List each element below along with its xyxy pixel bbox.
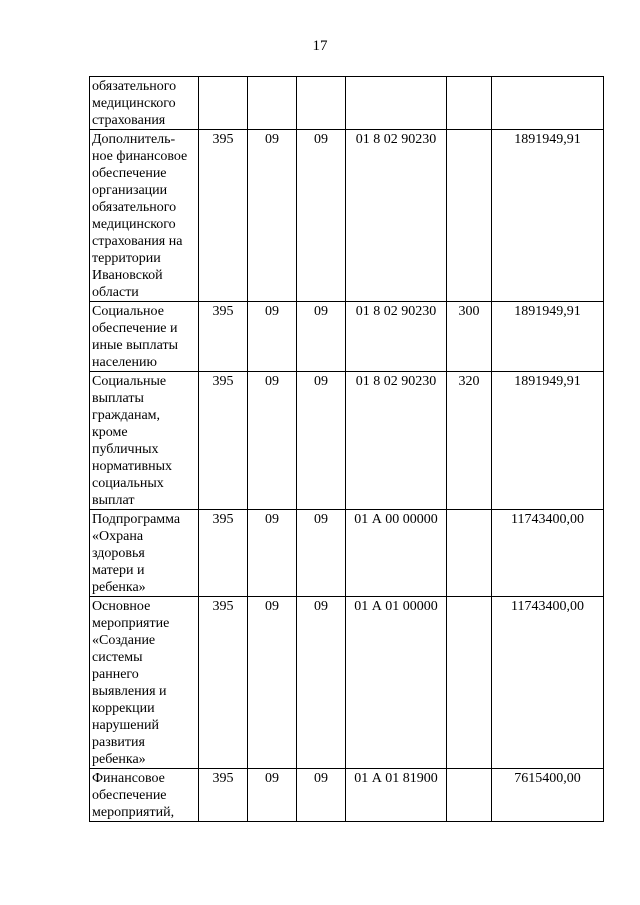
- row-name-line: Ивановской: [92, 268, 163, 283]
- section-code-cell: 09: [248, 510, 297, 597]
- row-name-line: Основное: [92, 599, 151, 614]
- subsection-code-cell: 09: [297, 510, 346, 597]
- row-name-cell: [90, 597, 199, 769]
- row-name-line: кроме: [92, 425, 128, 440]
- row-name-line: ное финансовое: [92, 149, 188, 164]
- amount-cell: [492, 77, 604, 130]
- row-name-line: обеспечение: [92, 788, 167, 803]
- target-article-cell: 01 А 00 00000: [346, 510, 447, 597]
- row-name-cell: [90, 77, 199, 130]
- row-name-line: нарушений: [92, 718, 159, 733]
- admin-code-cell: 395: [199, 597, 248, 769]
- section-code-cell: 09: [248, 302, 297, 372]
- expense-type-cell: [447, 77, 492, 130]
- admin-code-cell: 395: [199, 510, 248, 597]
- row-name-line: гражданам,: [92, 408, 161, 423]
- target-article-cell: 01 8 02 90230: [346, 372, 447, 510]
- row-name-line: мероприятий,: [92, 805, 175, 820]
- row-name-line: выявления и: [92, 684, 167, 699]
- row-name-line: здоровья: [92, 546, 145, 561]
- expense-type-cell: 300: [447, 302, 492, 372]
- amount-cell: 7615400,00: [492, 769, 604, 822]
- row-name-line: территории: [92, 251, 161, 266]
- table-body: [90, 77, 604, 822]
- amount-cell: 11743400,00: [492, 510, 604, 597]
- row-name-line: коррекции: [92, 701, 155, 716]
- row-name-line: медицинского: [92, 217, 176, 232]
- target-article-cell: 01 А 01 00000: [346, 597, 447, 769]
- row-name-cell: [90, 510, 199, 597]
- row-name-line: организации: [92, 183, 168, 198]
- admin-code-cell: 395: [199, 130, 248, 302]
- subsection-code-cell: 09: [297, 769, 346, 822]
- row-name-cell: [90, 130, 199, 302]
- row-name-line: Финансовое: [92, 771, 165, 786]
- subsection-code-cell: 09: [297, 597, 346, 769]
- amount-cell: 1891949,91: [492, 302, 604, 372]
- page-number: 17: [312, 38, 328, 54]
- row-name-line: нормативных: [92, 459, 173, 474]
- target-article-cell: 01 А 01 81900: [346, 769, 447, 822]
- amount-cell: 1891949,91: [492, 372, 604, 510]
- row-name-line: обязательного: [92, 200, 177, 215]
- row-name-line: матери и: [92, 563, 145, 578]
- target-article-cell: 01 8 02 90230: [346, 302, 447, 372]
- row-name-line: мероприятие: [92, 616, 170, 631]
- row-name-line: публичных: [92, 442, 159, 457]
- row-name-line: области: [92, 285, 139, 300]
- table-row: [90, 302, 604, 372]
- row-name-line: Подпрограмма: [92, 512, 181, 527]
- row-name-line: населению: [92, 355, 157, 370]
- row-name-cell: [90, 302, 199, 372]
- section-code-cell: 09: [248, 372, 297, 510]
- row-name-line: развития: [92, 735, 145, 750]
- row-name-line: обеспечение: [92, 166, 167, 181]
- row-name-line: системы: [92, 650, 143, 665]
- subsection-code-cell: 09: [297, 130, 346, 302]
- admin-code-cell: [199, 77, 248, 130]
- subsection-code-cell: 09: [297, 372, 346, 510]
- admin-code-cell: 395: [199, 302, 248, 372]
- row-name-line: Социальные: [92, 374, 167, 389]
- table-row: [90, 597, 604, 769]
- expense-type-cell: [447, 130, 492, 302]
- expense-type-cell: [447, 769, 492, 822]
- row-name-line: «Охрана: [92, 529, 144, 544]
- expense-type-cell: 320: [447, 372, 492, 510]
- table-row: [90, 510, 604, 597]
- admin-code-cell: 395: [199, 769, 248, 822]
- expense-type-cell: [447, 597, 492, 769]
- row-name-line: социальных: [92, 476, 164, 491]
- section-code-cell: 09: [248, 130, 297, 302]
- row-name-line: иные выплаты: [92, 338, 178, 353]
- amount-cell: 11743400,00: [492, 597, 604, 769]
- row-name-line: обеспечение и: [92, 321, 178, 336]
- row-name-line: выплаты: [92, 391, 144, 406]
- row-name-line: ребенка»: [92, 580, 146, 595]
- budget-table: [89, 76, 604, 822]
- row-name-line: раннего: [92, 667, 139, 682]
- row-name-line: медицинского: [92, 96, 176, 111]
- target-article-cell: 01 8 02 90230: [346, 130, 447, 302]
- section-code-cell: [248, 77, 297, 130]
- row-name-line: Социальное: [92, 304, 164, 319]
- expense-type-cell: [447, 510, 492, 597]
- section-code-cell: 09: [248, 769, 297, 822]
- row-name-line: выплат: [92, 493, 135, 508]
- amount-cell: 1891949,91: [492, 130, 604, 302]
- section-code-cell: 09: [248, 597, 297, 769]
- admin-code-cell: 395: [199, 372, 248, 510]
- row-name-cell: [90, 769, 199, 822]
- table-row: [90, 372, 604, 510]
- subsection-code-cell: 09: [297, 302, 346, 372]
- table-row: [90, 77, 604, 130]
- table-row: [90, 130, 604, 302]
- row-name-cell: [90, 372, 199, 510]
- row-name-line: обязательного: [92, 79, 177, 94]
- target-article-cell: [346, 77, 447, 130]
- row-name-line: страхования на: [92, 234, 183, 249]
- row-name-line: Дополнитель-: [92, 132, 176, 147]
- table-row: [90, 769, 604, 822]
- subsection-code-cell: [297, 77, 346, 130]
- row-name-line: «Создание: [92, 633, 156, 648]
- row-name-line: ребенка»: [92, 752, 146, 767]
- row-name-line: страхования: [92, 113, 166, 128]
